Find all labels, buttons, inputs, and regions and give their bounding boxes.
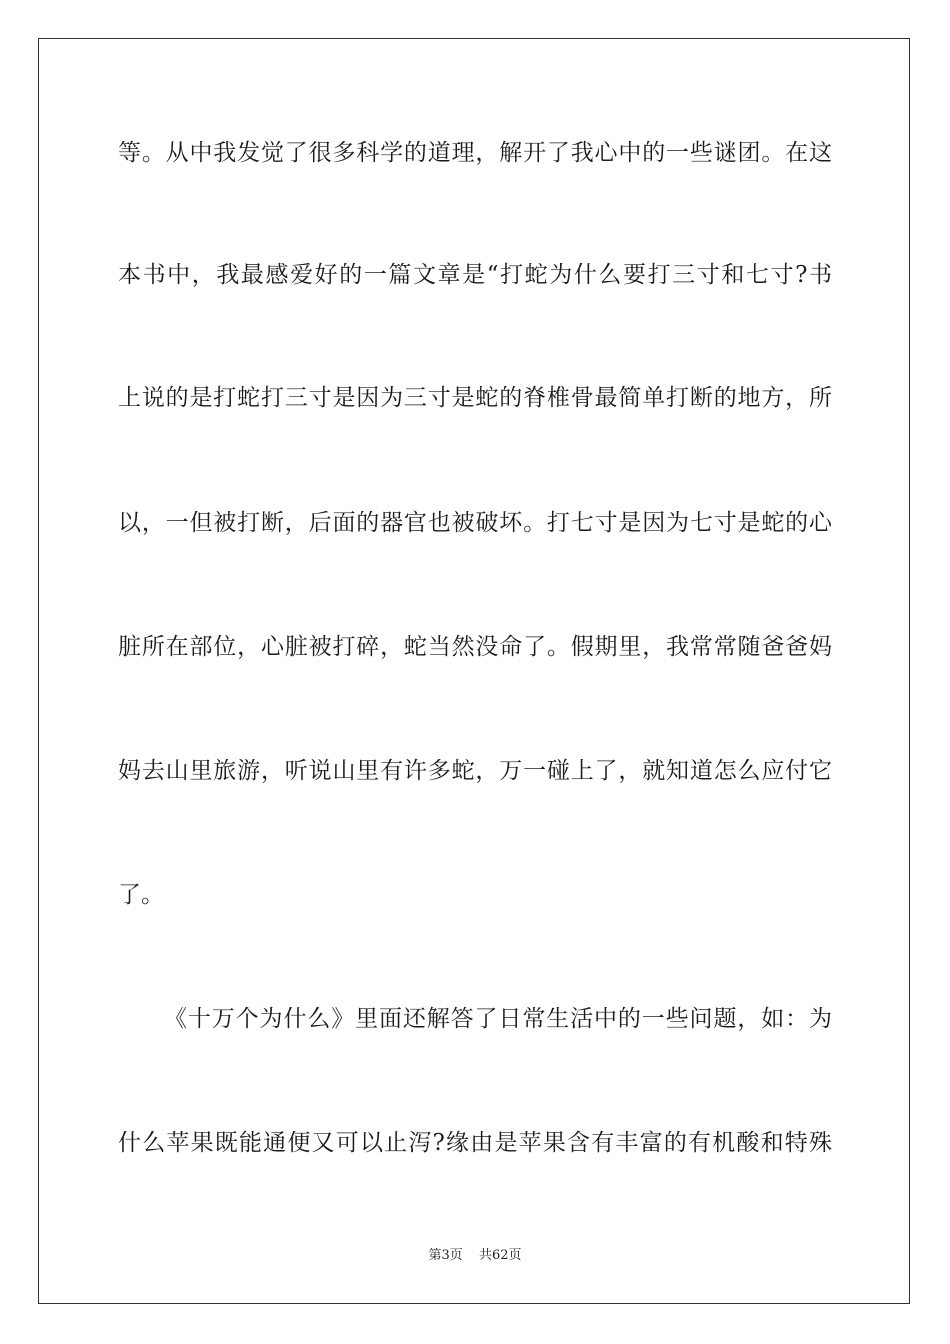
- text-line-6: 妈去山里旅游，听说山里有许多蛇，万一碰上了，就知道怎么应付它: [118, 758, 832, 784]
- text-line-3: 上说的是打蛇打三寸是因为三寸是蛇的脊椎骨最简单打断的地方，所: [118, 385, 832, 411]
- text-line-1: 等。从中我发觉了很多科学的道理，解开了我心中的一些谜团。在这: [118, 140, 832, 166]
- page-footer: [0, 1244, 950, 1263]
- page-total: 共62页: [478, 1248, 522, 1263]
- text-line-9: 什么苹果既能通便又可以止泻?缘由是苹果含有丰富的有机酸和特殊: [118, 1130, 832, 1156]
- text-line-4: 以，一但被打断，后面的器官也被破坏。打七寸是因为七寸是蛇的心: [118, 510, 832, 536]
- text-line-7: 了。: [118, 882, 164, 908]
- page-border: [38, 38, 910, 1304]
- text-line-5: 脏所在部位，心脏被打碎，蛇当然没命了。假期里，我常常随爸爸妈: [118, 634, 832, 660]
- text-line-2: 本书中，我最感爱好的一篇文章是“打蛇为什么要打三寸和七寸?书: [118, 262, 832, 288]
- page-number: 第3页: [428, 1248, 463, 1263]
- text-line-8: 《十万个为什么》里面还解答了日常生活中的一些问题，如：为: [164, 1006, 832, 1032]
